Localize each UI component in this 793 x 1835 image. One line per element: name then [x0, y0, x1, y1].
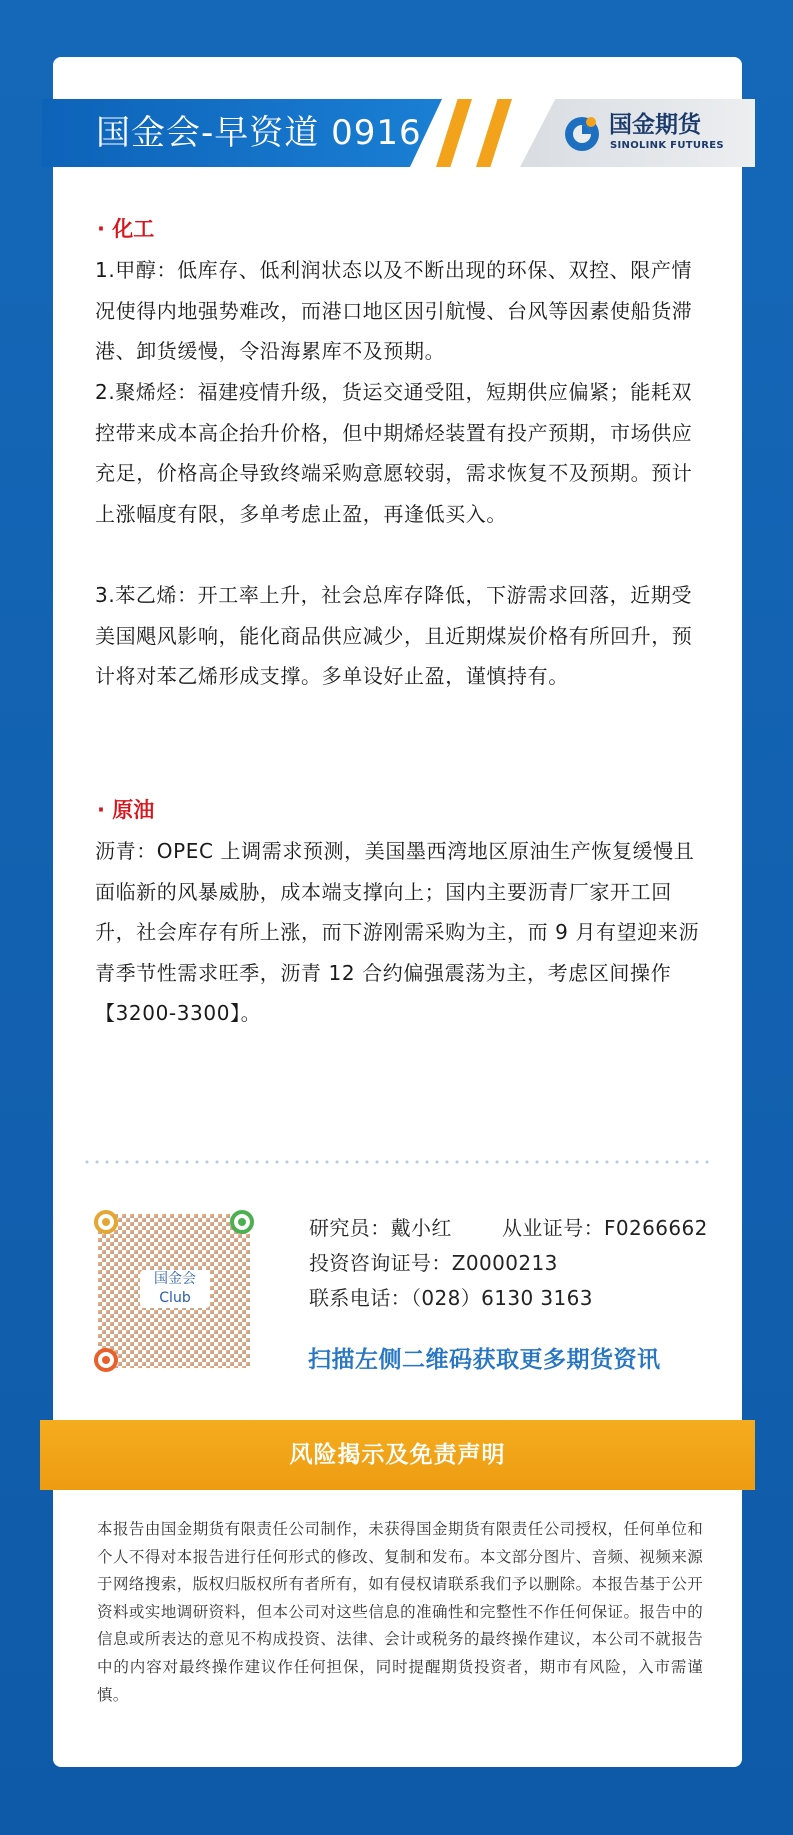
advisory-license: 投资咨询证号：Z0000213	[309, 1251, 558, 1275]
qr-label: 国金会 Club	[140, 1270, 210, 1308]
dotted-divider	[82, 1160, 712, 1164]
section-heading-chemicals: · 化工	[97, 217, 155, 241]
logo-text-en: SINOLINK FUTURES	[610, 140, 724, 151]
logo-text-cn: 国金期货	[609, 112, 701, 138]
contact-phone: 联系电话：（028）6130 3163	[309, 1286, 593, 1310]
paragraph-polyolefin: 2.聚烯烃：福建疫情升级，货运交通受阻，短期供应偏紧；能耗双控带来成本高企抬升价格，但中期烯烃装置有投产预期，市场供应充足，价格高企导致终端采购意愿较弱，需求恢复不及预期。预计上涨幅度有限，多单考虑止盈，再逢低买入。	[95, 380, 693, 526]
paragraph-methanol: 1.甲醇：低库存、低利润状态以及不断出现的环保、双控、限产情况使得内地强势难改，而港口地区因引航慢、台风等因素使船货滞港、卸货缓慢，令沿海累库不及预期。	[95, 258, 693, 363]
scan-qr-prompt: 扫描左侧二维码获取更多期货资讯	[308, 1347, 661, 1373]
section-heading-crude: · 原油	[97, 798, 155, 822]
paragraph-styrene: 3.苯乙烯：开工率上升，社会总库存降低，下游需求回落，近期受美国飓风影响，能化商品供应减少，且近期煤炭价格有所回升，预计将对苯乙烯形成支撑。多单设好止盈，谨慎持有。	[95, 583, 693, 688]
disclaimer-text: 本报告由国金期货有限责任公司制作，未获得国金期货有限责任公司授权，任何单位和个人不得对本报告进行任何形式的修改、复制和发布。本文部分图片、音频、视频来源于网络搜索，版权归版权所有者所有，如有侵权请联系我们予以删除。本报告基于公开资料或实地调研资料，但本公司对这些信息的准确性和完整性不作任何保证。报告中的信息或所表达的意见不构成投资、法律、会计或税务的最终操作建议，本公司不就报告中的内容对最终操作建议作任何担保，同时提醒期货投资者，期市有风险，入市需谨慎。	[97, 1520, 703, 1704]
license-number: 从业证号：F0266662	[502, 1216, 708, 1240]
researcher-name: 研究员：戴小红	[309, 1216, 452, 1240]
risk-title: 风险揭示及免责声明	[289, 1442, 506, 1468]
sinolink-logo-icon	[562, 113, 602, 153]
paragraph-asphalt: 沥青：OPEC 上调需求预测，美国墨西湾地区原油生产恢复缓慢且面临新的风暴威胁，成本端支撑向上；国内主要沥青厂家开工回升，社会库存有所上涨，而下游刚需采购为主，而 9 月有望迎来沥青季节性需求旺季，沥青 12 合约偏强震荡为主，考虑区间操作【3200-3300】。	[95, 839, 700, 1025]
page-title: 国金会-早资道 0916	[96, 113, 422, 153]
